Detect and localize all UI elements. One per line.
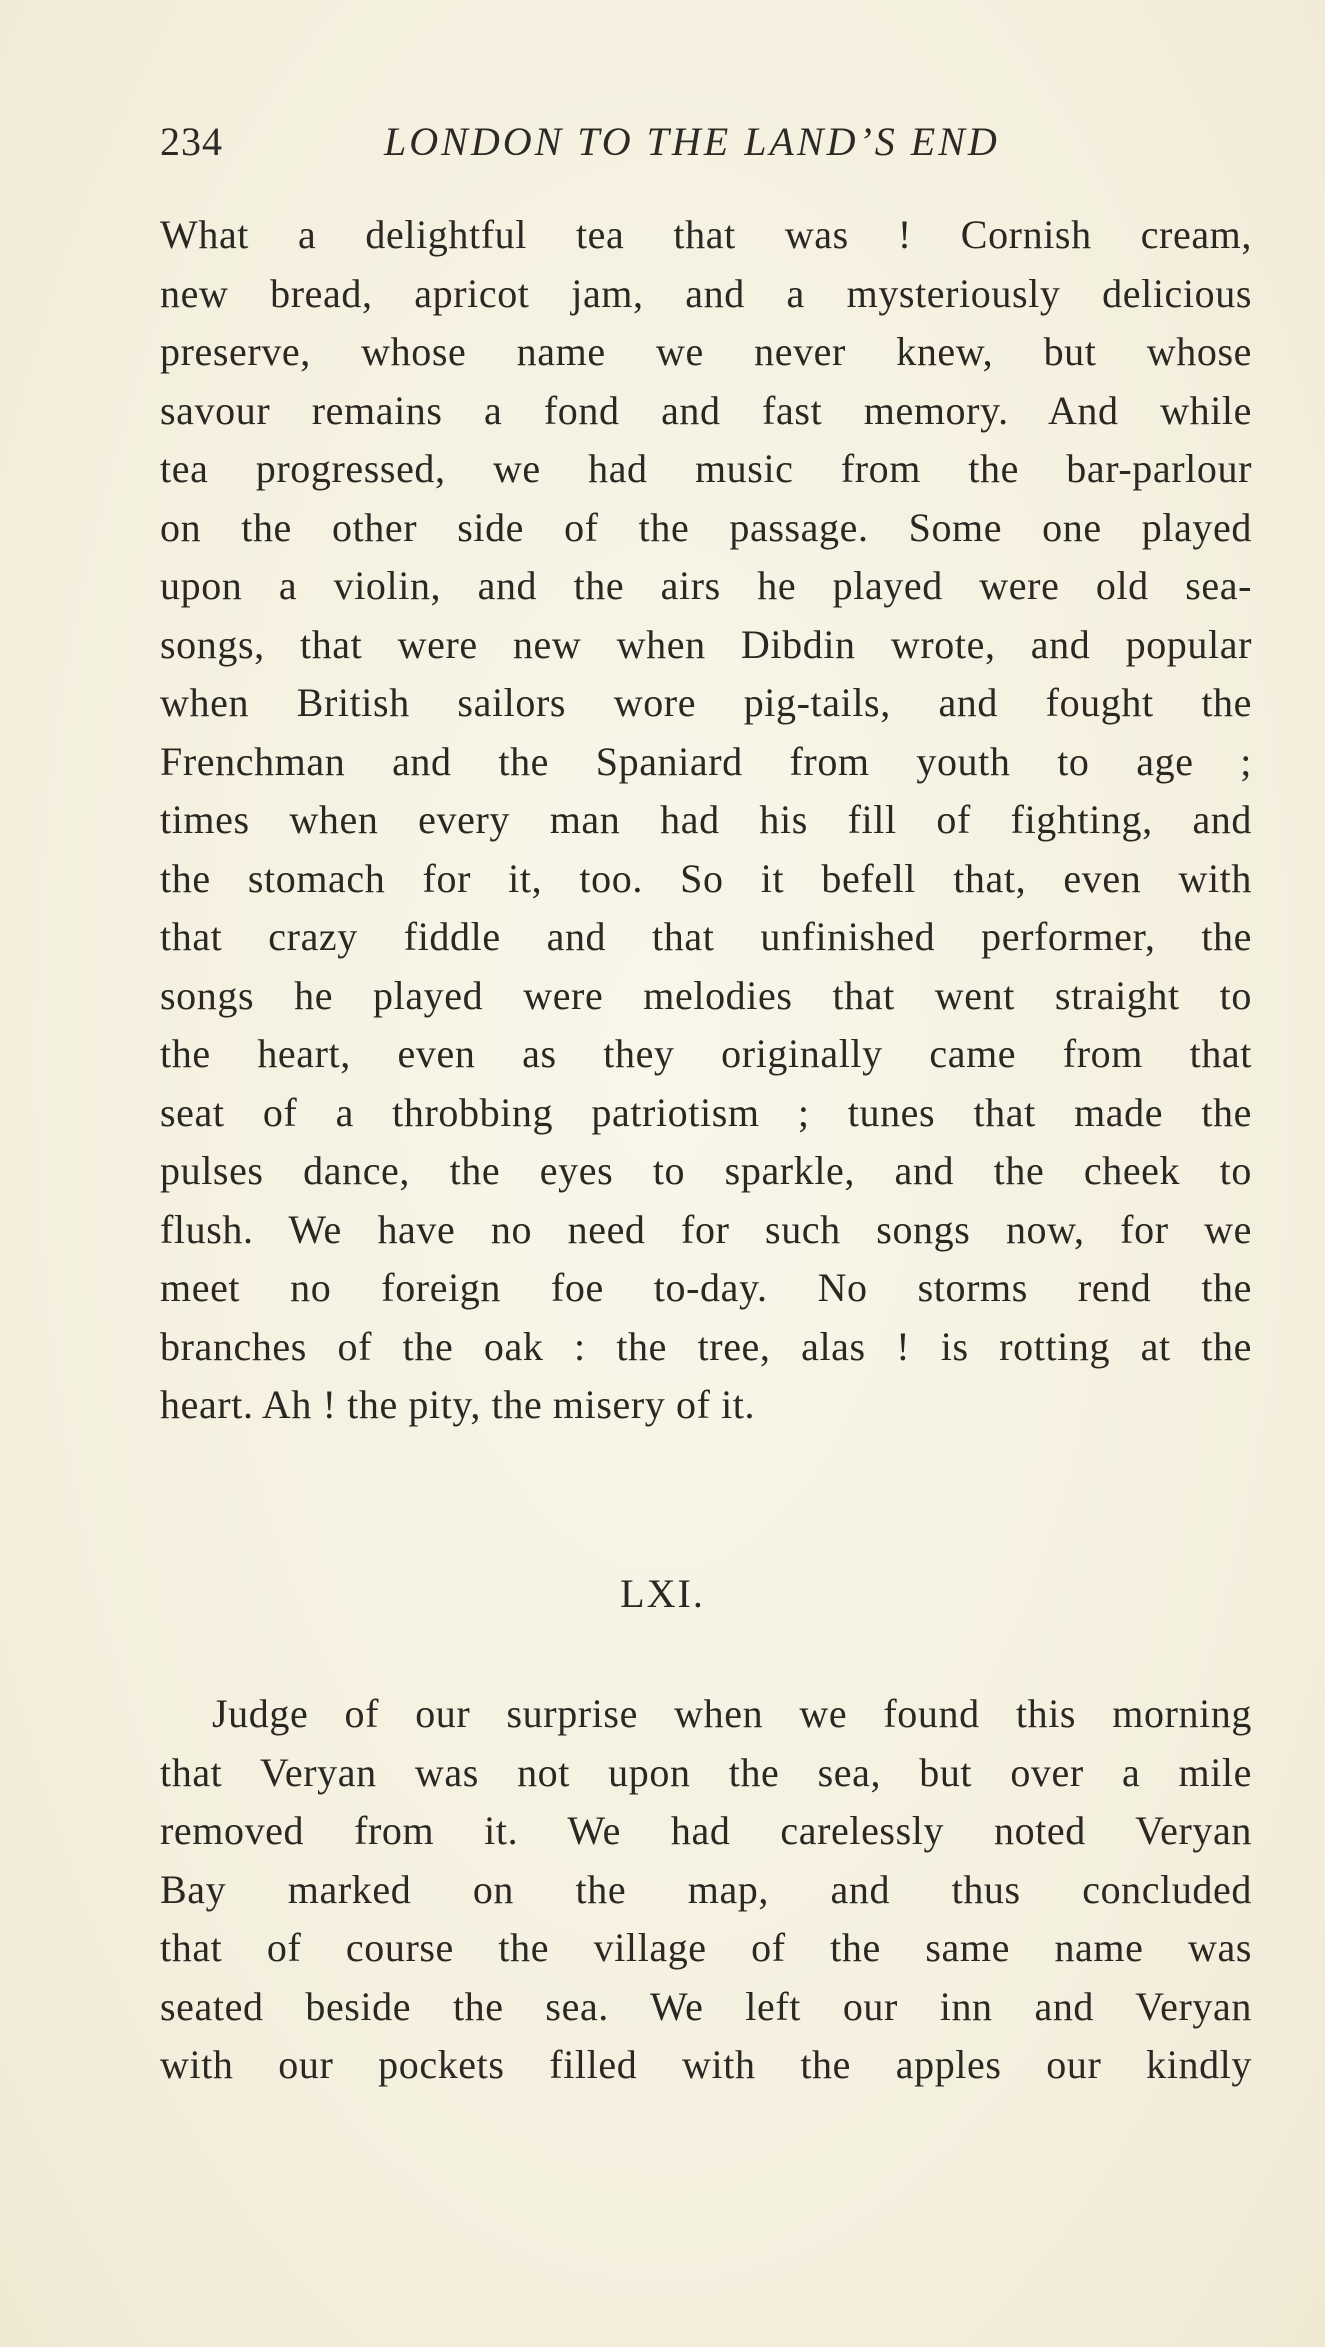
text-line: the stomach for it, too. So it befell that, even with bbox=[160, 855, 1252, 901]
text-line: heart. Ah ! the pity, the misery of it. bbox=[160, 1382, 756, 1427]
text-line: removed from it. We had carelessly noted Veryan bbox=[160, 1808, 1252, 1853]
text-line: that of course the village of the same name was bbox=[160, 1925, 1252, 1970]
text-line: seat of a throbbing patriotism ; tunes that made the bbox=[160, 1089, 1252, 1135]
text-line: preserve, whose name we never knew, but whose bbox=[160, 329, 1252, 374]
running-title: LONDON TO THE LAND’S END bbox=[384, 119, 1000, 164]
text-line: times when every man had his fill of fighting, and bbox=[160, 797, 1252, 842]
section-heading: LXI. bbox=[620, 1571, 705, 1616]
page-header bbox=[160, 118, 1260, 178]
text-line: branches of the oak : the tree, alas ! is rotting at the bbox=[160, 1323, 1252, 1369]
text-line: savour remains a fond and fast memory. And while bbox=[160, 387, 1252, 433]
text-line: the heart, even as they originally came from that bbox=[160, 1031, 1252, 1076]
text-line: flush. We have no need for such songs now, for we bbox=[160, 1206, 1252, 1252]
text-line: new bread, apricot jam, and a mysteriously delicious bbox=[160, 270, 1252, 316]
text-line: upon a violin, and the airs he played were old sea- bbox=[160, 563, 1252, 608]
page-number: 234 bbox=[160, 119, 223, 164]
text-line: on the other side of the passage. Some one played bbox=[160, 504, 1252, 550]
text-line: when British sailors wore pig-tails, and fought the bbox=[160, 680, 1252, 725]
text-line: pulses dance, the eyes to sparkle, and the cheek to bbox=[160, 1148, 1252, 1193]
text-line: that Veryan was not upon the sea, but over a mile bbox=[160, 1749, 1252, 1795]
paragraph-two bbox=[160, 1685, 1252, 2095]
text-line: that crazy fiddle and that unfinished performer, the bbox=[160, 914, 1252, 959]
text-line: seated beside the sea. We left our inn and Veryan bbox=[160, 1983, 1252, 2029]
paragraph-one bbox=[160, 206, 1252, 1435]
text-line: songs, that were new when Dibdin wrote, and popular bbox=[160, 621, 1252, 667]
text-line: tea progressed, we had music from the bar-parlour bbox=[160, 446, 1252, 491]
text-line: songs he played were melodies that went straight to bbox=[160, 972, 1252, 1018]
text-line: What a delightful tea that was ! Cornish cream, bbox=[160, 212, 1252, 257]
text-line: Bay marked on the map, and thus concluded bbox=[160, 1866, 1252, 1912]
text-line: meet no foreign foe to-day. No storms rend the bbox=[160, 1265, 1252, 1310]
text-line: Judge of our surprise when we found this morning bbox=[212, 1691, 1252, 1736]
text-line: with our pockets filled with the apples our kindly bbox=[160, 2042, 1252, 2087]
text-line: Frenchman and the Spaniard from youth to age ; bbox=[160, 738, 1252, 784]
